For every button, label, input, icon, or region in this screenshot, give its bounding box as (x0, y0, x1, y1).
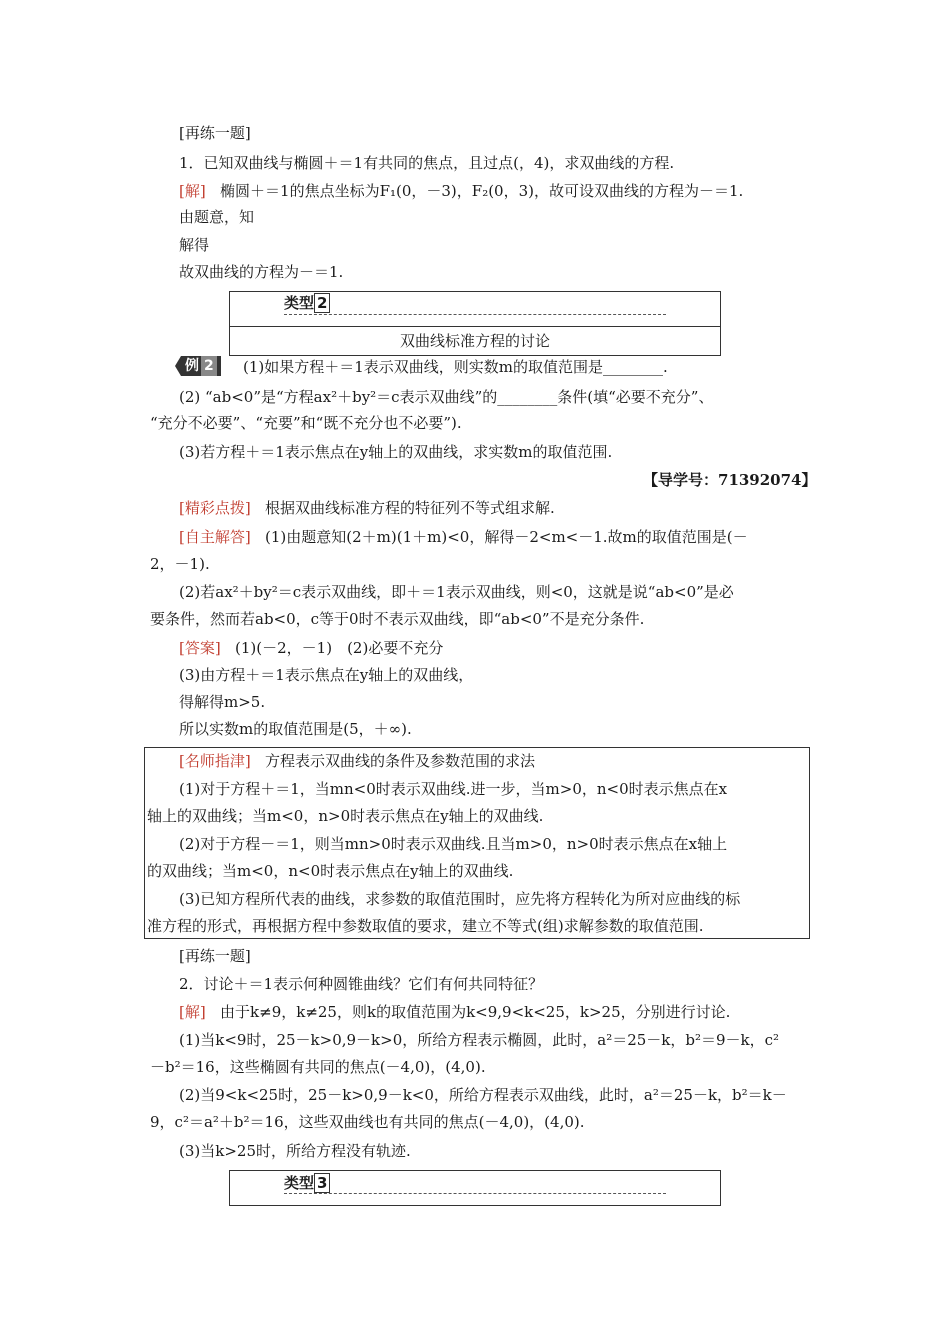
case1-line1: (1)当k<9时，25－k>0,9－k>0，所给方程表示椭圆，此时，a²＝25－k，b²＝9－k，c² (179, 1031, 780, 1049)
answer-text: (1)(－2，－1) (2)必要不充分 (235, 639, 444, 657)
hint-text: 根据双曲线标准方程的特征列不等式组求解. (265, 499, 555, 517)
practice1-solution-line4: 故双曲线的方程为－＝1. (179, 263, 344, 281)
example-arrow-icon (175, 356, 181, 376)
self-answer-tag: [自主解答] (179, 528, 251, 546)
case3-line: (3)当k>25时，所给方程没有轨迹. (179, 1142, 411, 1160)
self-answer-line4: 要条件，然而若ab<0，c等于0时不表示双曲线，即“ab<0”不是充分条件. (150, 610, 645, 628)
tip-line1: (1)对于方程＋＝1，当mn<0时表示双曲线.进一步，当m>0，n<0时表示焦点在x (179, 780, 728, 798)
case2-line2: 9，c²＝a²＋b²＝16，这些双曲线也有共同的焦点(－4,0)，(4,0). (150, 1113, 585, 1131)
practice1-solution-line2: 由题意，知 (179, 208, 255, 226)
tip-line6: 准方程的形式，再根据方程中参数取值的要求，建立不等式(组)求解参数的取值范围. (147, 917, 704, 935)
answer-line (179, 638, 443, 658)
practice2-heading: [再练一题] (179, 947, 251, 965)
practice2-solution-line1 (179, 1002, 730, 1022)
tip-line3: (2)对于方程－＝1，则当mn>0时表示双曲线.且当m>0，n>0时表示焦点在x轴上 (179, 835, 728, 853)
self-answer-text: (1)由题意知(2＋m)(1＋m)<0，解得－2<m<－1.故m的取值范围是(－ (265, 528, 748, 546)
part3-line1: (3)由方程＋＝1表示焦点在y轴上的双曲线， (179, 666, 474, 684)
type2-title: 双曲线标准方程的讨论 (399, 332, 550, 350)
tip-title: 方程表示双曲线的条件及参数范围的求法 (265, 752, 536, 770)
practice1-solution-line3: 解得 (179, 236, 210, 254)
tip-tag: [名师指津] (179, 752, 251, 770)
type3-label: 类型 3 (284, 1172, 330, 1193)
example2-q2-line2: “充分不必要”、“充要”和“既不充分也不必要”). (150, 414, 462, 432)
practice1-solution-line1 (179, 181, 743, 201)
practice1-heading: [再练一题] (179, 124, 251, 142)
self-answer-line3: (2)若ax²＋by²＝c表示双曲线，即＋＝1表示双曲线，则<0，这就是说“ab<0”是必 (179, 583, 734, 601)
type2-box (229, 291, 721, 356)
case1-line2: －b²＝16，这些椭圆有共同的焦点(－4,0)，(4,0). (150, 1058, 486, 1076)
solution-text: 椭圆＋＝1的焦点坐标为F₁(0，－3)，F₂(0，3)，故可设双曲线的方程为－＝1. (220, 182, 744, 200)
example2-q3: (3)若方程＋＝1表示焦点在y轴上的双曲线，求实数m的取值范围. (179, 443, 613, 461)
tip-line2: 轴上的双曲线；当m<0，n>0时表示焦点在y轴上的双曲线. (147, 807, 544, 825)
tip-line4: 的双曲线；当m<0，n<0时表示焦点在y轴上的双曲线. (147, 862, 514, 880)
type2-dashed-rule (284, 314, 666, 315)
example2-q2-line1: (2) “ab<0”是“方程ax²＋by²＝c表示双曲线”的________条件(填“必要不充分”、 (179, 388, 714, 406)
part3-line3: 所以实数m的取值范围是(5，＋∞). (179, 720, 412, 738)
example2-tag: 例 2 (175, 356, 221, 376)
type2-label: 类型 2 (284, 292, 330, 313)
tip-line5: (3)已知方程所代表的曲线，求参数的取值范围时，应先将方程转化为所对应曲线的标 (179, 890, 741, 908)
type3-dashed-rule (284, 1193, 666, 1194)
practice2-question: 2．讨论＋＝1表示何种圆锥曲线？它们有何共同特征？ (179, 975, 544, 993)
hint-line (179, 498, 555, 518)
guide-number: 【导学号：71392074】 (643, 471, 817, 489)
hint-tag: [精彩点拨] (179, 499, 251, 517)
answer-tag: [答案] (179, 639, 221, 657)
case2-line1: (2)当9<k<25时，25－k>0,9－k<0，所给方程表示双曲线，此时，a²＝25－k，b²＝k－ (179, 1086, 787, 1104)
example2-q1: (1)如果方程＋＝1表示双曲线，则实数m的取值范围是________. (243, 358, 668, 376)
practice1-question: 1．已知双曲线与椭圆＋＝1有共同的焦点，且过点(，4)，求双曲线的方程. (179, 154, 675, 172)
solution-tag: [解] (179, 182, 206, 200)
type3-box (229, 1170, 721, 1206)
solution-text: 由于k≠9，k≠25，则k的取值范围为k<9,9<k<25，k>25，分别进行讨论. (220, 1003, 731, 1021)
part3-line2: 得解得m>5. (179, 693, 266, 711)
self-answer-line1 (179, 527, 748, 547)
tip-header (179, 751, 535, 771)
solution-tag: [解] (179, 1003, 206, 1021)
self-answer-line2: 2，－1). (150, 555, 210, 573)
type2-title-row (230, 326, 720, 356)
